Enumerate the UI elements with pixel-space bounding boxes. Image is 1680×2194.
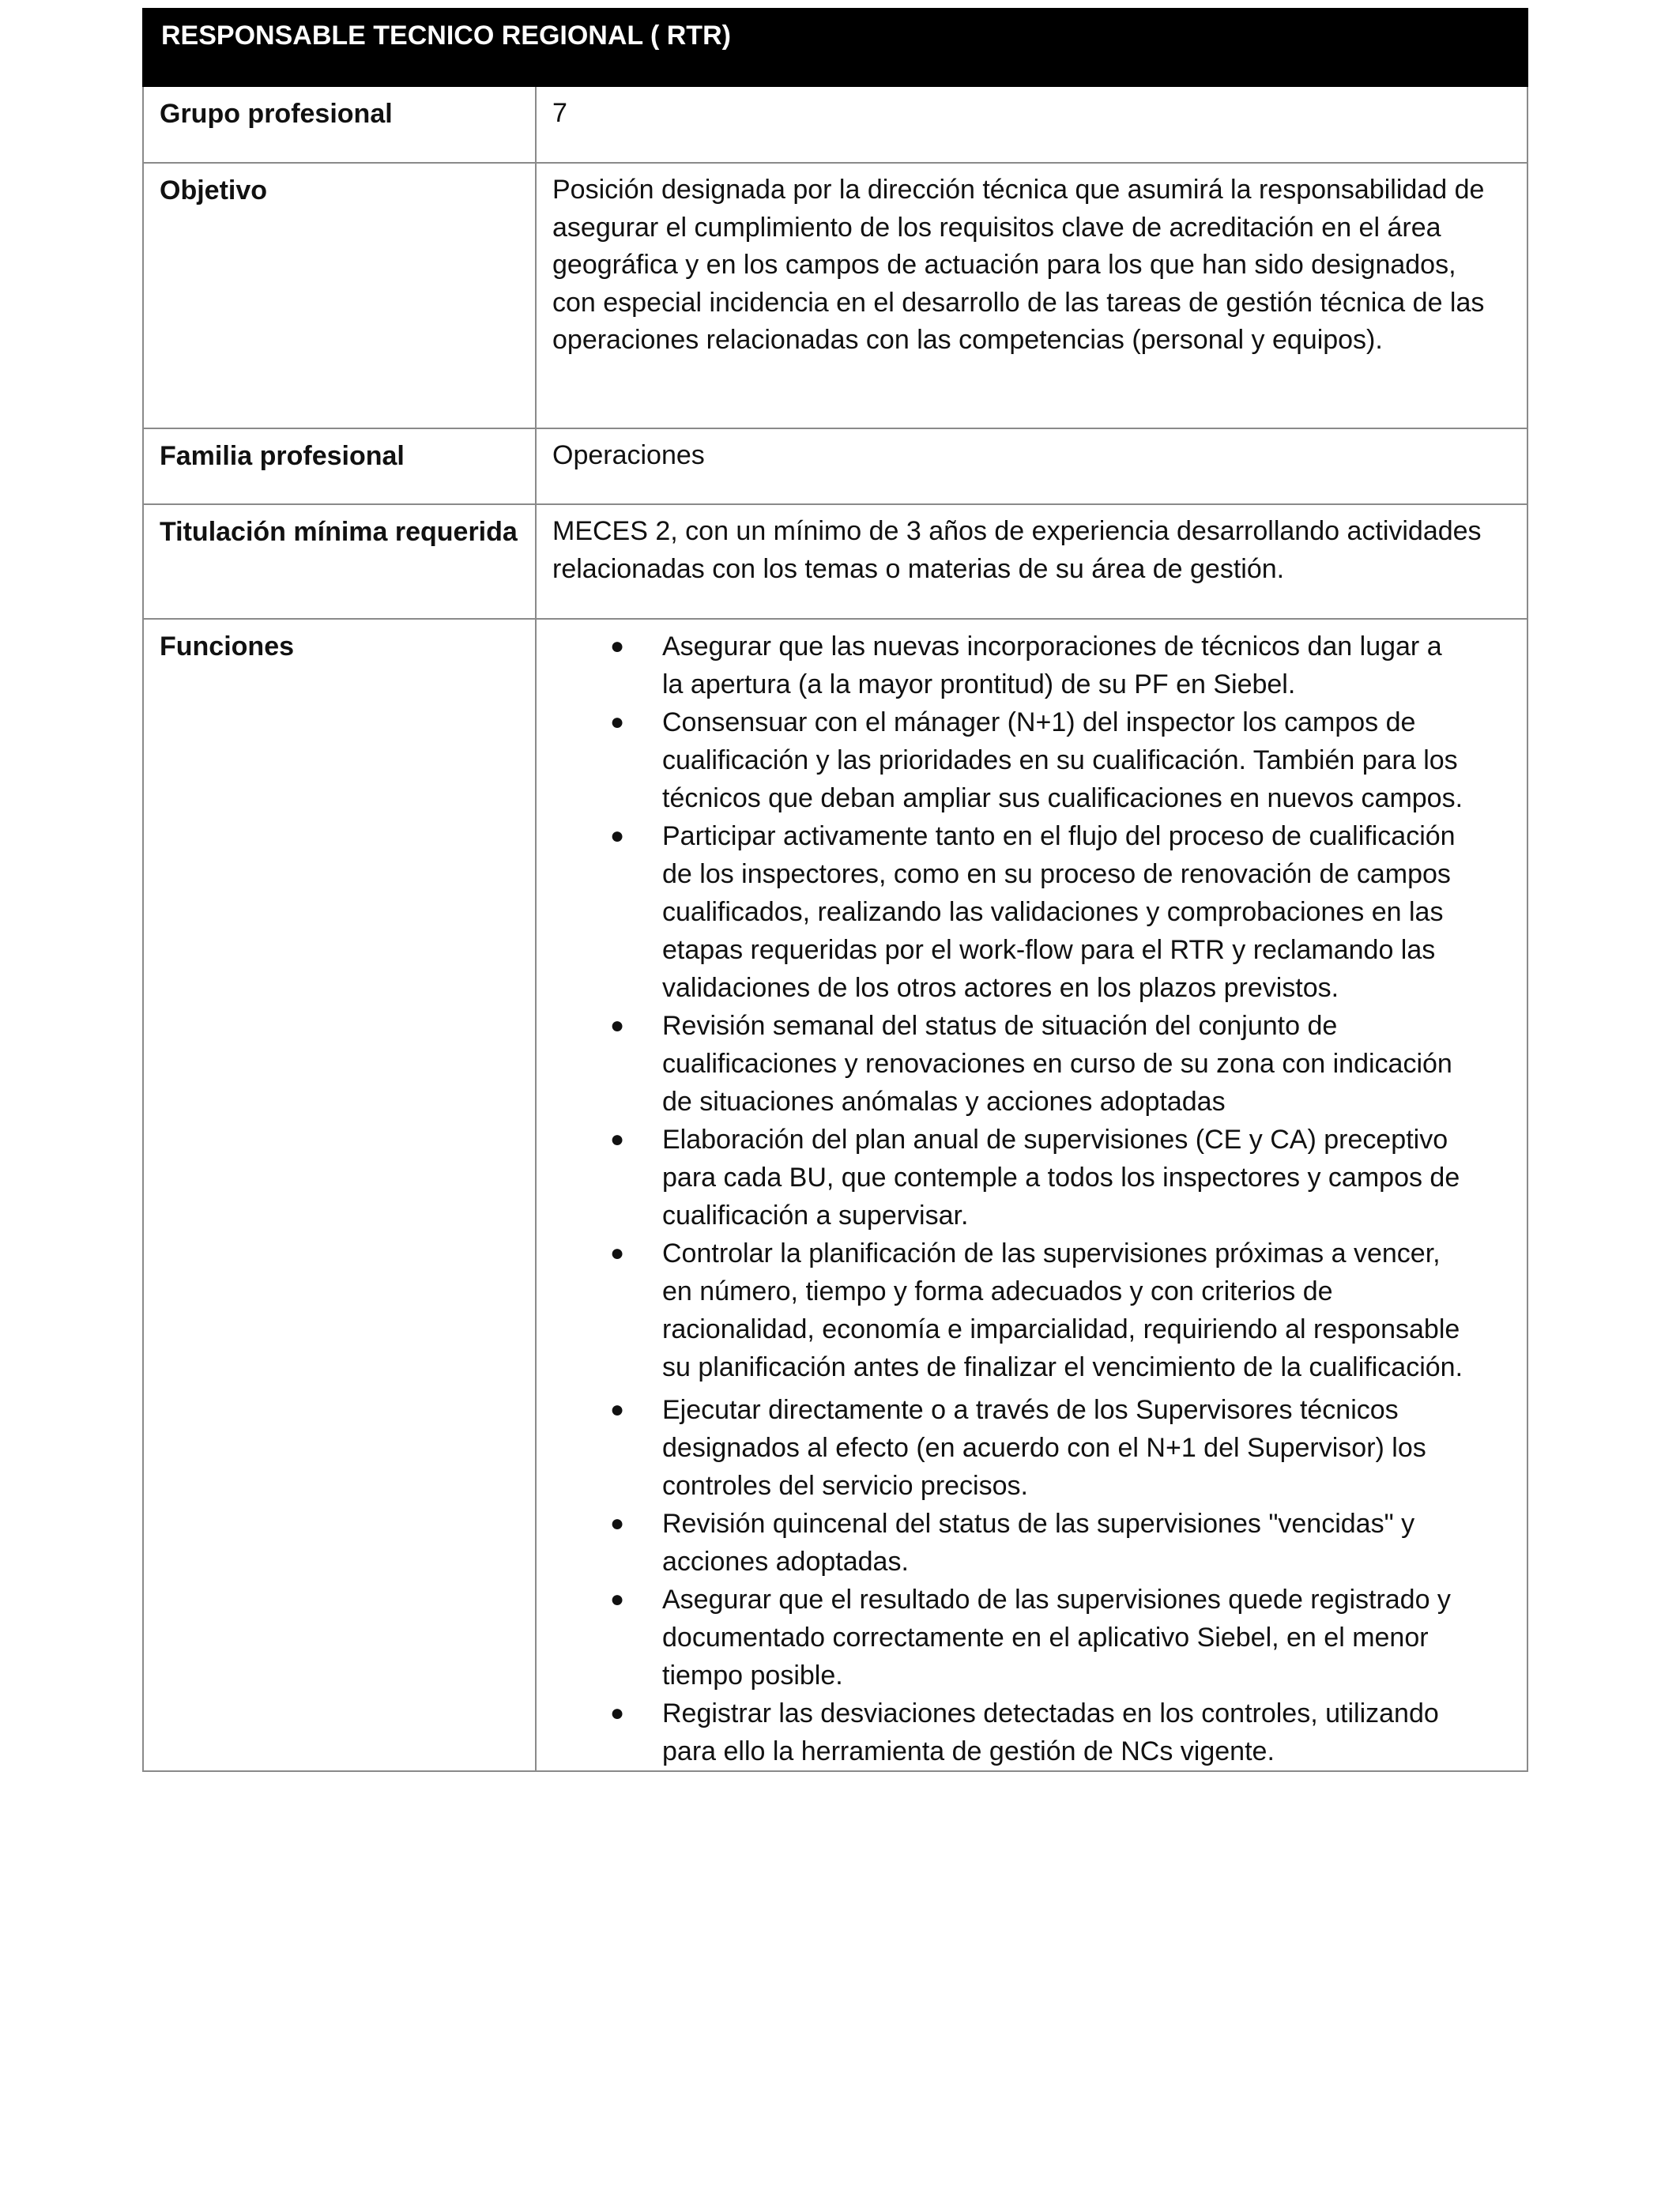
- familia-label: Familia profesional: [143, 428, 536, 504]
- list-item: [537, 1391, 1463, 1505]
- list-item: [537, 1581, 1463, 1695]
- titulacion-value: MECES 2, con un mínimo de 3 años de experiencia desarrollando actividades relacionadas con los temas o materias de su área de gestión.: [536, 504, 1527, 619]
- bullet-icon: ●: [609, 1012, 625, 1039]
- table-row-titulacion: [143, 504, 1527, 619]
- list-item: [537, 1235, 1463, 1386]
- list-item: [537, 1505, 1463, 1581]
- objetivo-value: Posición designada por la dirección técnica que asumirá la responsabilidad de asegurar el cumplimiento de los requisitos clave de acreditación en el área geográfica y en los campos de actuación para los que han sido designados, con especial incidencia en el desarrollo de las tareas de gestión técnica de las operaciones relacionadas con las competencias (personal y equipos).: [536, 163, 1527, 428]
- list-item-text: Revisión quincenal del status de las supervisiones "vencidas" y acciones adoptadas.: [662, 1509, 1415, 1577]
- list-item-text: Consensuar con el mánager (N+1) del inspector los campos de cualificación y las prioridades en su cualificación. También para los técnicos que deban ampliar sus cualificaciones en nuevos campos.: [662, 707, 1463, 813]
- bullet-icon: ●: [609, 1586, 625, 1612]
- list-item-text: Registrar las desviaciones detectadas en los controles, utilizando para ello la herramienta de gestión de NCs vigente.: [662, 1698, 1439, 1766]
- funciones-label: Funciones: [143, 619, 536, 1771]
- bullet-icon: ●: [609, 1397, 625, 1423]
- funciones-value: [536, 619, 1527, 1771]
- header-row: [143, 9, 1527, 86]
- list-item: [537, 1695, 1463, 1770]
- list-item: [537, 817, 1463, 1007]
- funciones-list: [537, 628, 1495, 1770]
- table-row-objetivo: [143, 163, 1527, 428]
- job-profile-table: [142, 8, 1528, 1772]
- bullet-icon: ●: [609, 633, 625, 659]
- bullet-icon: ●: [609, 823, 625, 849]
- table-row-funciones: [143, 619, 1527, 1771]
- bullet-icon: ●: [609, 1126, 625, 1152]
- grupo-value: 7: [536, 86, 1527, 163]
- table-row-familia: [143, 428, 1527, 504]
- list-item-text: Controlar la planificación de las supervisiones próximas a vencer, en número, tiempo y forma adecuados y con criterios de racionalidad, economía e imparcialidad, requiriendo al responsable su planificación antes de finalizar el vencimiento de la cualificación.: [662, 1238, 1463, 1382]
- list-item: [537, 1007, 1463, 1121]
- list-item-text: Elaboración del plan anual de supervisiones (CE y CA) preceptivo para cada BU, que contemple a todos los inspectores y campos de cualificación a supervisar.: [662, 1125, 1460, 1231]
- list-item-text: Asegurar que las nuevas incorporaciones de técnicos dan lugar a la apertura (a la mayor prontitud) de su PF en Siebel.: [662, 631, 1442, 699]
- titulacion-label: Titulación mínima requerida: [143, 504, 536, 619]
- table-title: RESPONSABLE TECNICO REGIONAL ( RTR): [143, 9, 1527, 86]
- list-item-text: Ejecutar directamente o a través de los Supervisores técnicos designados al efecto (en acuerdo con el N+1 del Supervisor) los controles del servicio precisos.: [662, 1395, 1426, 1501]
- bullet-icon: ●: [609, 709, 625, 735]
- bullet-icon: ●: [609, 1240, 625, 1266]
- list-item-text: Participar activamente tanto en el flujo del proceso de cualificación de los inspectores, como en su proceso de renovación de campos cualificados, realizando las validaciones y comprobaciones en las etapas requeridas por el work-flow para el RTR y reclamando las validaciones de los otros actores en los plazos previstos.: [662, 821, 1456, 1003]
- list-item: [537, 703, 1463, 817]
- grupo-label: Grupo profesional: [143, 86, 536, 163]
- list-item: [537, 1121, 1463, 1235]
- bullet-icon: ●: [609, 1510, 625, 1536]
- table-row-grupo: [143, 86, 1527, 163]
- bullet-icon: ●: [609, 1700, 625, 1726]
- list-item: [537, 628, 1463, 703]
- familia-value: Operaciones: [536, 428, 1527, 504]
- objetivo-label: Objetivo: [143, 163, 536, 428]
- list-item-text: Asegurar que el resultado de las supervisiones quede registrado y documentado correctamente en el aplicativo Siebel, en el menor tiempo posible.: [662, 1585, 1451, 1691]
- list-item-text: Revisión semanal del status de situación del conjunto de cualificaciones y renovaciones en curso de su zona con indicación de situaciones anómalas y acciones adoptadas: [662, 1011, 1452, 1117]
